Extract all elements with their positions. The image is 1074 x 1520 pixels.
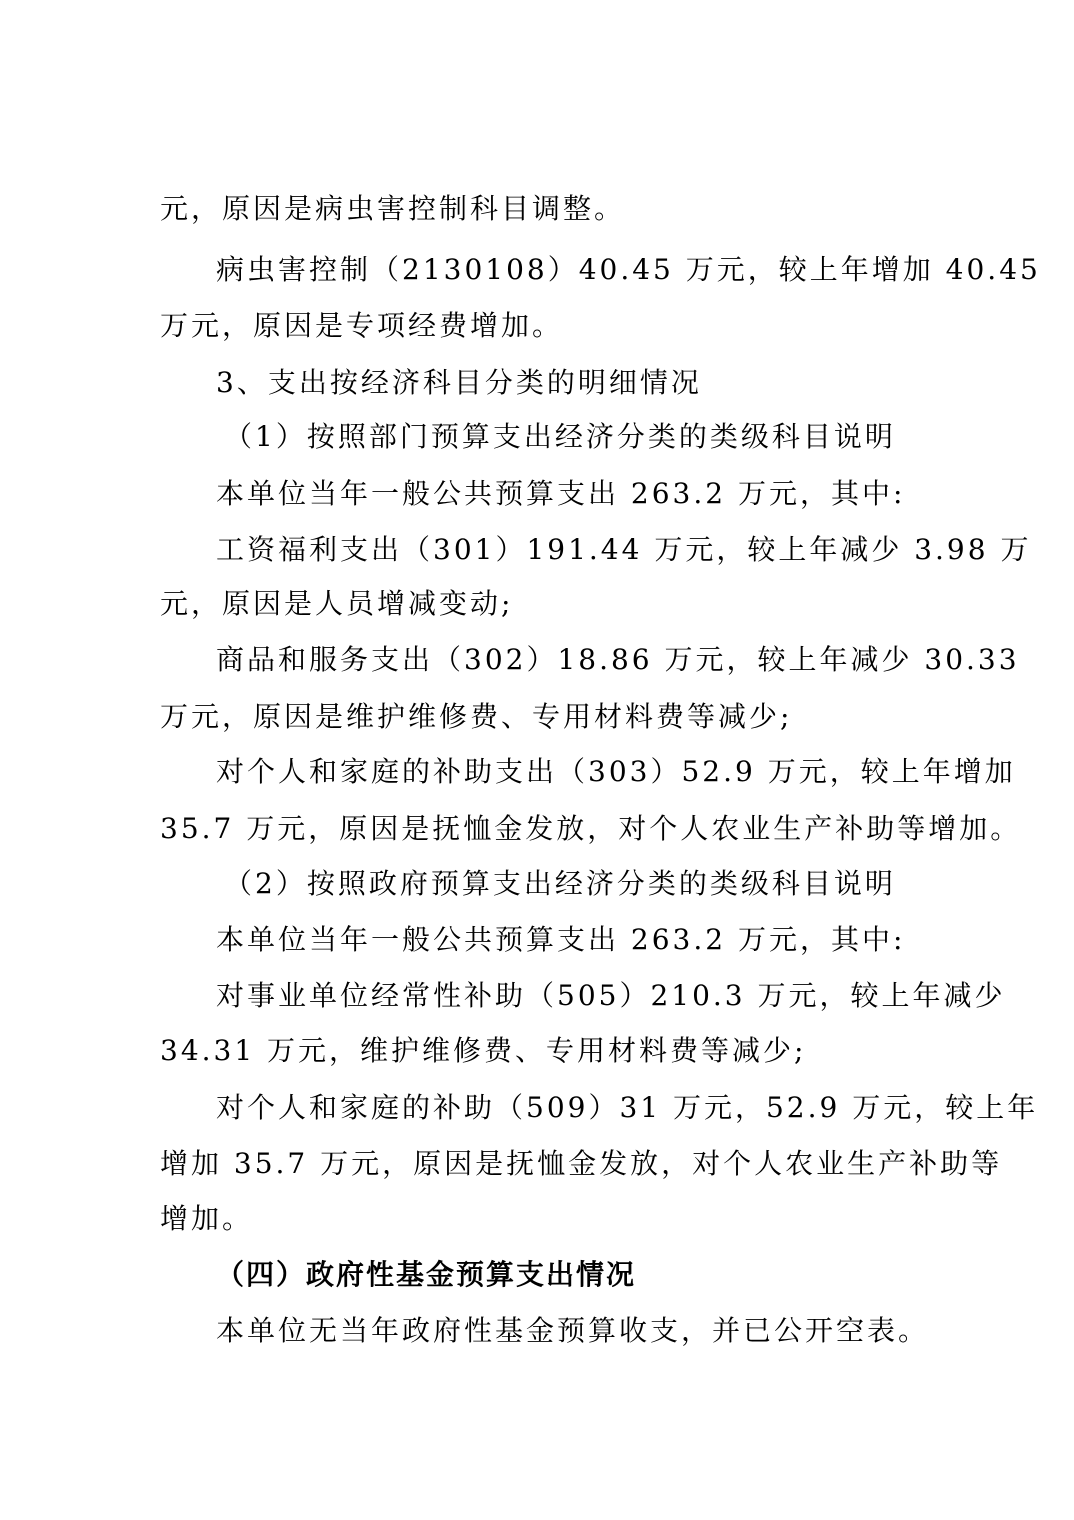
paragraph-line-3: 万元，原因是专项经费增加。 [160,309,564,342]
paragraph-line-13: 34.31 万元，维护维修费、专用材料费等减少; [160,1034,807,1067]
paragraph-line-14: 对个人和家庭的补助（509）31 万元，52.9 万元，较上年 [216,1091,1039,1124]
paragraph-line-2: 病虫害控制（2130108）40.45 万元，较上年增加 40.45 [216,253,1041,286]
paragraph-line-4: 本单位当年一般公共预算支出 263.2 万元，其中: [216,477,906,510]
paragraph-line-15: 增加 35.7 万元，原因是抚恤金发放，对个人农业生产补助等 [160,1147,1003,1180]
subsection-heading-1: （1）按照部门预算支出经济分类的类级科目说明 [224,420,896,453]
paragraph-line-10: 35.7 万元，原因是抚恤金发放，对个人农业生产补助等增加。 [160,812,1022,845]
paragraph-line-1: 元，原因是病虫害控制科目调整。 [160,192,626,225]
paragraph-line-12: 对事业单位经常性补助（505）210.3 万元，较上年减少 [216,979,1006,1012]
paragraph-line-16: 增加。 [160,1202,254,1235]
section-heading-4: （四）政府性基金预算支出情况 [216,1258,637,1291]
paragraph-line-6: 元，原因是人员增减变动; [160,587,514,620]
paragraph-line-7: 商品和服务支出（302）18.86 万元，较上年减少 30.33 [216,643,1020,676]
paragraph-line-5: 工资福利支出（301）191.44 万元，较上年减少 3.98 万 [216,533,1032,566]
paragraph-line-8: 万元，原因是维护维修费、专用材料费等减少; [160,700,793,733]
paragraph-line-11: 本单位当年一般公共预算支出 263.2 万元，其中: [216,923,906,956]
section-heading-3: 3、支出按经济科目分类的明细情况 [216,366,702,399]
paragraph-line-9: 对个人和家庭的补助支出（303）52.9 万元，较上年增加 [216,755,1016,788]
subsection-heading-2: （2）按照政府预算支出经济分类的类级科目说明 [224,867,896,900]
paragraph-line-17: 本单位无当年政府性基金预算收支，并已公开空表。 [216,1314,930,1347]
